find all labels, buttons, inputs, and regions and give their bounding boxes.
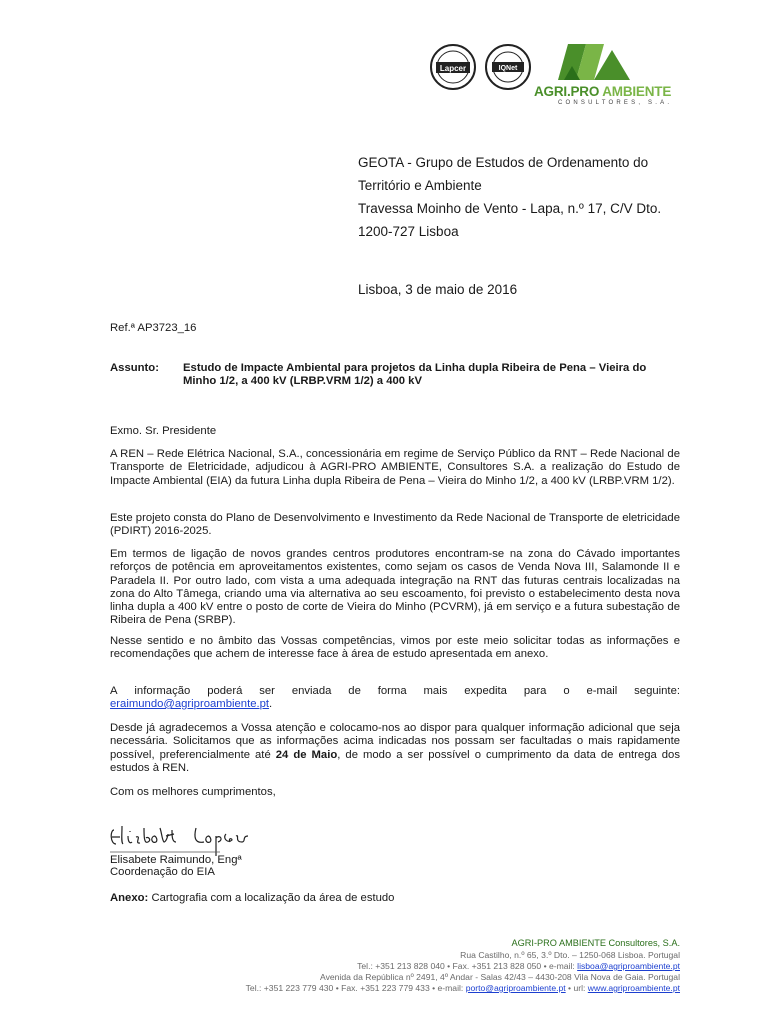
paragraph-6 [110,722,680,775]
letter-date: Lisboa, 3 de maio de 2016 [358,282,518,297]
p5-word: A [110,685,118,697]
p5-word: poderá [207,685,243,697]
p5-word: para [523,685,547,697]
closing: Com os melhores cumprimentos, [110,786,276,798]
footer-porto-email-link[interactable]: porto@agriproambiente.pt [465,983,566,993]
p5-word: expedita [464,685,507,697]
recipient-line-1: GEOTA - Grupo de Estudos de Ordenamento do [358,155,649,170]
p5-word: o [563,685,570,697]
subject-label: Assunto: [110,362,159,374]
paragraph-5-email-line [110,698,272,711]
signatory-role: Coordenação do EIA [110,866,215,878]
iqnet-label: IQNet [498,65,518,72]
handwritten-signature [108,822,258,858]
p5-word: enviada [291,685,332,697]
paragraph-3: Em termos de ligação de novos grandes centros produtores encontram-se na zona do Cávado importantes reforços de potência em aproveitamentos existentes, como sejam os casos de Venda Nova III, Salamonde II e Paradela II. Por outro lado, com vista a uma adequada integração na RNT das futuras centrais localizadas na zona do Alto Tâmega, criando uma via alternativa ao seu escoamento, foi previsto o estabelecimento desta nova linha dupla a 400 kV entre o posto de corte de Vieira do Minho (PCVRM), já em serviço e a futura subestação de Ribeira de Pena (SRBP). [110,548,680,627]
footer-lisboa-contacts-text: Tel.: +351 213 828 040 • Fax. +351 213 828 050 • e-mail: [357,961,578,971]
paragraph-1: A REN – Rede Elétrica Nacional, S.A., concessionária em regime de Serviço Público da RNT – Rede Nacional de Transporte de Eletricidade, adjudicou à AGRI-PRO AMBIENTE, Consultores S.A. a realização do Estudo de Impacte Ambiental (EIA) da futura Linha dupla Ribeira de Pena – Vieira do Minho 1/2, a 400 kV (LRBP.VRM 1/2). [110,448,680,487]
p5-word: seguinte: [634,685,680,697]
paragraph-2: Este projeto consta do Plano de Desenvolvimento e Investimento da Rede Nacional de Transporte de eletricidade (PDIRT) 2016-2025. [110,512,680,538]
brand-name [534,84,671,99]
brand-name-part1: AGRI.PRO [534,84,600,99]
agripro-logo [528,40,688,110]
footer-lisboa-address: Rua Castilho, n.º 65, 3.º Dto. – 1250-068 Lisboa. Portugal [460,950,680,960]
footer-lisboa-email-link[interactable]: lisboa@agriproambiente.pt [577,961,680,971]
paragraph-5-line [110,685,680,697]
p5-word: de [348,685,361,697]
certification-logos [430,42,540,92]
annex-line [110,892,394,905]
p5-word: e-mail [586,685,618,697]
agripro-mark-icon [528,40,688,86]
lapcer-label: Lapcer [439,64,467,73]
p5-end: . [269,698,273,710]
footer-porto-contacts [246,983,680,993]
recipient-line-3: Travessa Moinho de Vento - Lapa, n.º 17, C/V Dto. [358,201,662,216]
brand-subtitle: CONSULTORES, S.A. [558,100,673,106]
footer-url-link[interactable]: www.agriproambiente.pt [587,983,680,993]
footer-company: AGRI-PRO AMBIENTE Consultores, S.A. [511,938,680,948]
contact-email-link[interactable]: eraimundo@agriproambiente.pt [110,698,270,710]
p5-word: ser [259,685,275,697]
annex-label: Anexo: [110,892,149,904]
recipient-line-4: 1200-727 Lisboa [358,224,459,239]
p6-text-a: Desde já agradecemos a Vossa atenção e colocamo-nos ao dispor para qualquer informação adicional que seja necessária. Solicitamos que as informações acima indicadas nos possam ser facultadas o mais rapidamente possível, preferencialmente até [110,722,680,761]
signatory-name: Elisabete Raimundo, Engª [110,854,242,866]
recipient-line-2: Território e Ambiente [358,178,482,193]
brand-name-part2: AMBIENTE [602,84,672,99]
p6-deadline: 24 de Maio [275,748,338,761]
footer-url-label: • url: [565,983,588,993]
footer-porto-contacts-text: Tel.: +351 223 779 430 • Fax. +351 223 779 433 • e-mail: [245,983,466,993]
subject-text: Estudo de Impacte Ambiental para projetos da Linha dupla Ribeira de Pena – Vieira do Minho 1/2, a 400 kV (LRBP.VRM 1/2) a 400 kV [183,362,647,388]
p5-word: informação [134,685,191,697]
footer-porto-address: Avenida da República nº 2491, 4º Andar - Salas 42/43 – 4430-208 Vila Nova de Gaia. Portugal [320,972,680,982]
paragraph-4: Nesse sentido e no âmbito das Vossas competências, vimos por este meio solicitar todas as informações e recomendações que achem de interesse face à área de estudo apresentada em anexo. [110,635,680,661]
footer-lisboa-contacts [357,961,680,971]
p5-word: forma [377,685,407,697]
annex-text: Cartografia com a localização da área de estudo [151,892,395,904]
salutation: Exmo. Sr. Presidente [110,425,217,437]
p6-text-b: , de modo a ser possível o cumprimento da data de entrega dos estudos à REN. [110,748,680,774]
p5-word: mais [423,685,448,697]
reference: Ref.ª AP3723_16 [110,322,197,334]
